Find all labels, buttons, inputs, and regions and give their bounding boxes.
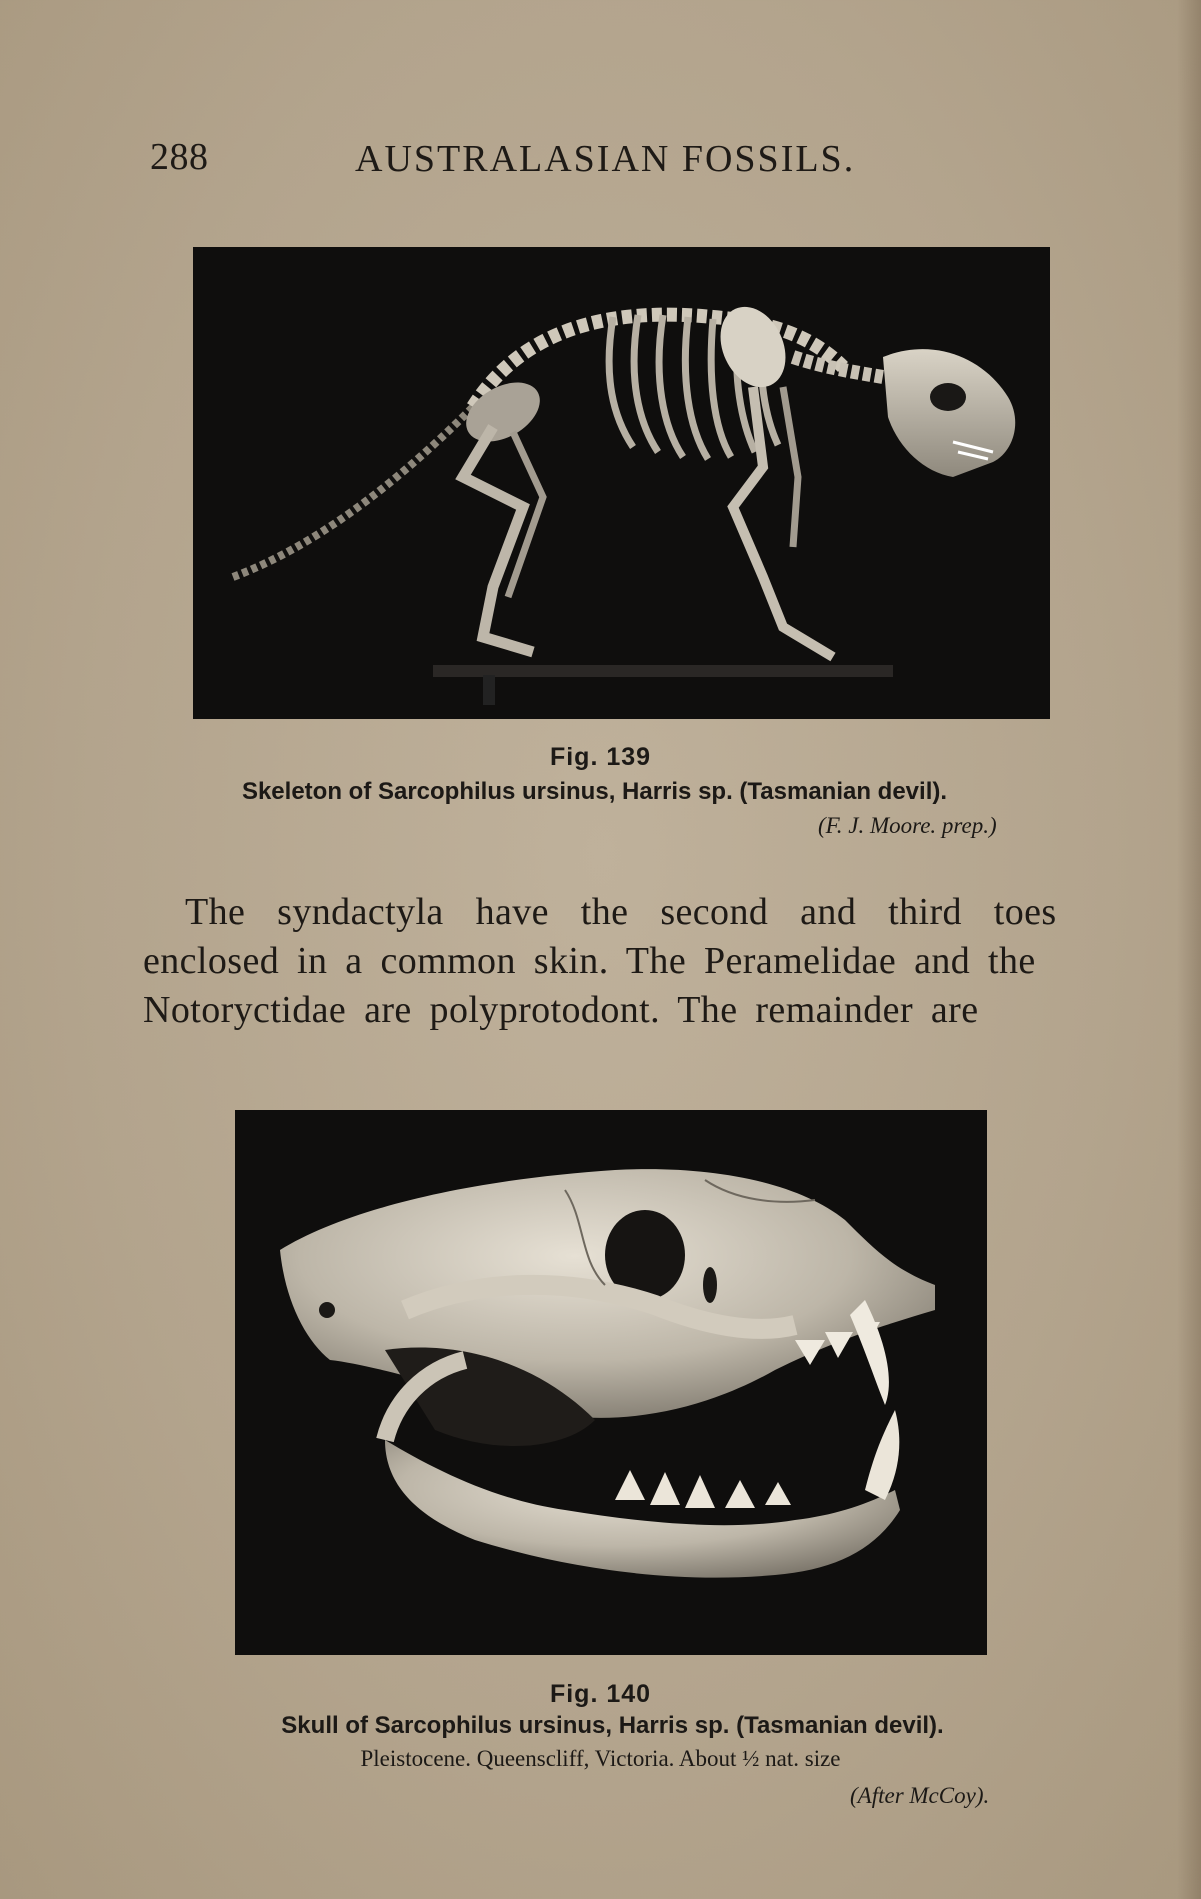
body-paragraph [143,888,1103,1035]
skull-illustration [235,1110,987,1655]
page-edge-shadow [1177,0,1201,1899]
body-line-3: Notoryctidae are polyprotodont. The remainder are [143,989,979,1031]
skeleton-illustration [193,247,1050,719]
page-number: 288 [150,136,209,178]
figure-140-photo [235,1110,987,1655]
running-title: AUSTRALASIAN FOSSILS. [355,138,856,180]
figure-139-photo [193,247,1050,719]
page-header [0,135,1201,185]
figure-140-detail: Pleistocene. Queenscliff, Victoria. About ½ nat. size [360,1746,841,1771]
figure-140-label: Fig. 140 [549,1680,652,1708]
figure-140-credit: (After McCoy). [850,1783,990,1808]
figure-139-title: Skeleton of Sarcophilus ursinus, Harris sp. (Tasmanian devil). [241,778,948,805]
figure-140-title: Skull of Sarcophilus ursinus, Harris sp. (Tasmanian devil). [281,1712,944,1739]
body-line-2: enclosed in a common skin. The Peramelidae and the [143,940,1036,982]
figure-139-label: Fig. 139 [549,743,652,771]
body-line-1: The syndactyla have the second and third toes [185,891,1057,933]
figure-139-credit: (F. J. Moore. prep.) [818,813,997,838]
